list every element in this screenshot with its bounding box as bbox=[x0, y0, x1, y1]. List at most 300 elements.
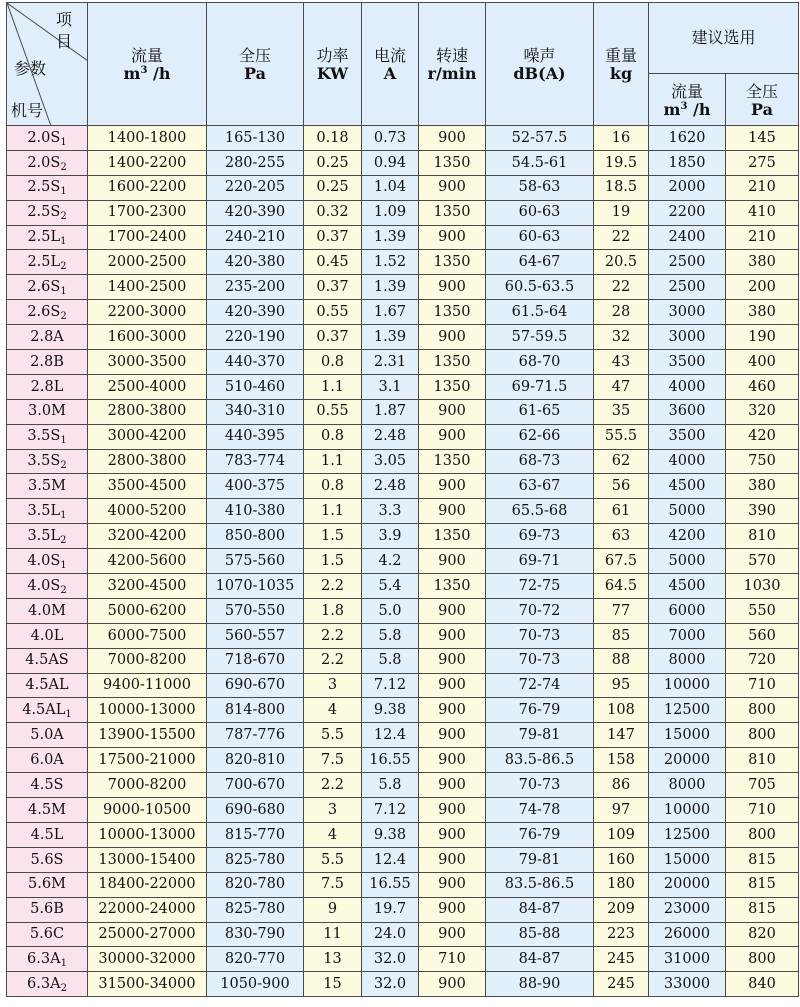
table-row bbox=[7, 773, 799, 798]
cell-rec-pressure: 810 bbox=[726, 748, 799, 773]
cell-speed: 900 bbox=[419, 897, 486, 922]
cell-weight: 16 bbox=[594, 126, 649, 151]
cell-speed: 710 bbox=[419, 947, 486, 972]
cell-rec-flow: 4000 bbox=[649, 374, 726, 399]
table-row bbox=[7, 374, 799, 399]
cell-model: 2.8A bbox=[7, 325, 88, 350]
cell-noise: 62-66 bbox=[486, 424, 594, 449]
model-subscript: 2 bbox=[60, 460, 67, 472]
cell-speed: 900 bbox=[419, 399, 486, 424]
cell-weight: 245 bbox=[594, 947, 649, 972]
cell-weight: 88 bbox=[594, 648, 649, 673]
cell-flow: 7000-8200 bbox=[88, 648, 207, 673]
table-row bbox=[7, 822, 799, 847]
cell-pressure: 420-390 bbox=[207, 300, 304, 325]
cell-weight: 85 bbox=[594, 623, 649, 648]
cell-flow: 3500-4500 bbox=[88, 474, 207, 499]
cell-weight: 64.5 bbox=[594, 574, 649, 599]
cell-power: 13 bbox=[304, 947, 362, 972]
cell-rec-flow: 10000 bbox=[649, 798, 726, 823]
cell-pressure: 240-210 bbox=[207, 225, 304, 250]
cell-model: $2.5L_1$ bbox=[7, 225, 88, 250]
cell-power: 0.45 bbox=[304, 250, 362, 275]
cell-weight: 160 bbox=[594, 847, 649, 872]
cell-rec-pressure: 550 bbox=[726, 598, 799, 623]
table-row bbox=[7, 723, 799, 748]
model-subscript: 2 bbox=[60, 211, 67, 223]
cell-rec-pressure: 200 bbox=[726, 275, 799, 300]
table-row bbox=[7, 350, 799, 375]
cell-speed: 1350 bbox=[419, 574, 486, 599]
cell-rec-pressure: 705 bbox=[726, 773, 799, 798]
cell-flow: 2000-2500 bbox=[88, 250, 207, 275]
cell-rec-pressure: 710 bbox=[726, 673, 799, 698]
cell-model: 3.0M bbox=[7, 399, 88, 424]
table-row bbox=[7, 798, 799, 823]
cell-current: 24.0 bbox=[362, 922, 419, 947]
model-subscript: 2 bbox=[60, 534, 67, 546]
cell-flow: 1700-2400 bbox=[88, 225, 207, 250]
cell-speed: 900 bbox=[419, 773, 486, 798]
cell-pressure: 280-255 bbox=[207, 150, 304, 175]
cell-power: 4 bbox=[304, 822, 362, 847]
cell-pressure: 510-460 bbox=[207, 374, 304, 399]
cell-model: 4.5M bbox=[7, 798, 88, 823]
cell-flow: 3000-4200 bbox=[88, 424, 207, 449]
cell-power: 1.8 bbox=[304, 598, 362, 623]
cell-pressure: 340-310 bbox=[207, 399, 304, 424]
cell-flow: 4200-5600 bbox=[88, 549, 207, 574]
cell-current: 1.87 bbox=[362, 399, 419, 424]
cell-model: $2.5S_1$ bbox=[7, 175, 88, 200]
cell-rec-flow: 4500 bbox=[649, 474, 726, 499]
cell-rec-pressure: 410 bbox=[726, 200, 799, 225]
cell-rec-pressure: 840 bbox=[726, 972, 799, 997]
cell-weight: 18.5 bbox=[594, 175, 649, 200]
cell-model: $2.0S_1$ bbox=[7, 126, 88, 151]
cell-power: 7.5 bbox=[304, 872, 362, 897]
table-row bbox=[7, 325, 799, 350]
cell-pressure: 690-670 bbox=[207, 673, 304, 698]
cell-current: 12.4 bbox=[362, 723, 419, 748]
cell-weight: 63 bbox=[594, 524, 649, 549]
cell-current: 1.39 bbox=[362, 325, 419, 350]
unit-rec-flow: $m^3$ /h bbox=[663, 99, 711, 119]
cell-weight: 32 bbox=[594, 325, 649, 350]
model-subscript: 2 bbox=[60, 161, 67, 173]
cell-current: 9.38 bbox=[362, 698, 419, 723]
cell-model: 2.8L bbox=[7, 374, 88, 399]
cell-current: 0.94 bbox=[362, 150, 419, 175]
cell-rec-flow: 2500 bbox=[649, 275, 726, 300]
model-subscript: 1 bbox=[65, 709, 72, 721]
cell-power: 3 bbox=[304, 798, 362, 823]
cell-flow: 2500-4000 bbox=[88, 374, 207, 399]
model-subscript: 1 bbox=[60, 559, 67, 571]
cell-power: 9 bbox=[304, 897, 362, 922]
cell-pressure: 1050-900 bbox=[207, 972, 304, 997]
col-header-power: 功率 KW bbox=[304, 3, 362, 126]
cell-weight: 19 bbox=[594, 200, 649, 225]
fan-spec-table bbox=[6, 2, 799, 997]
cell-flow: 1400-2500 bbox=[88, 275, 207, 300]
cell-weight: 47 bbox=[594, 374, 649, 399]
cell-power: 0.8 bbox=[304, 424, 362, 449]
cell-weight: 62 bbox=[594, 449, 649, 474]
cell-flow: 2800-3800 bbox=[88, 449, 207, 474]
cell-noise: 76-79 bbox=[486, 698, 594, 723]
cell-noise: 68-73 bbox=[486, 449, 594, 474]
cell-pressure: 815-770 bbox=[207, 822, 304, 847]
cell-weight: 147 bbox=[594, 723, 649, 748]
cell-weight: 22 bbox=[594, 275, 649, 300]
cell-model: 4.5AL bbox=[7, 673, 88, 698]
cell-rec-flow: 33000 bbox=[649, 972, 726, 997]
cell-flow: 1600-2200 bbox=[88, 175, 207, 200]
table-row bbox=[7, 748, 799, 773]
cell-speed: 900 bbox=[419, 225, 486, 250]
table-row bbox=[7, 474, 799, 499]
cell-model: 2.8B bbox=[7, 350, 88, 375]
cell-model: 5.6B bbox=[7, 897, 88, 922]
cell-model: $2.5S_2$ bbox=[7, 200, 88, 225]
model-subscript: 1 bbox=[60, 510, 67, 522]
diag-label-item: 项目 bbox=[55, 10, 72, 51]
cell-noise: 85-88 bbox=[486, 922, 594, 947]
cell-rec-pressure: 800 bbox=[726, 822, 799, 847]
table-row bbox=[7, 897, 799, 922]
table-row bbox=[7, 150, 799, 175]
table-row bbox=[7, 126, 799, 151]
cell-pressure: 220-190 bbox=[207, 325, 304, 350]
cell-current: 0.73 bbox=[362, 126, 419, 151]
cell-pressure: 220-205 bbox=[207, 175, 304, 200]
cell-model: $3.5L_2$ bbox=[7, 524, 88, 549]
subcol-header-flow: 流量 $m^3$ /h bbox=[649, 74, 726, 126]
cell-current: 3.05 bbox=[362, 449, 419, 474]
cell-weight: 158 bbox=[594, 748, 649, 773]
cell-power: 4 bbox=[304, 698, 362, 723]
cell-pressure: 570-550 bbox=[207, 598, 304, 623]
cell-noise: 72-75 bbox=[486, 574, 594, 599]
cell-current: 4.2 bbox=[362, 549, 419, 574]
cell-rec-flow: 2500 bbox=[649, 250, 726, 275]
cell-noise: 70-73 bbox=[486, 648, 594, 673]
cell-current: 3.3 bbox=[362, 499, 419, 524]
cell-rec-pressure: 420 bbox=[726, 424, 799, 449]
cell-noise: 79-81 bbox=[486, 847, 594, 872]
cell-flow: 3200-4200 bbox=[88, 524, 207, 549]
cell-rec-pressure: 210 bbox=[726, 175, 799, 200]
cell-rec-pressure: 390 bbox=[726, 499, 799, 524]
cell-flow: 1400-1800 bbox=[88, 126, 207, 151]
cell-current: 5.0 bbox=[362, 598, 419, 623]
cell-rec-pressure: 460 bbox=[726, 374, 799, 399]
cell-speed: 1350 bbox=[419, 200, 486, 225]
cell-model: 4.5AS bbox=[7, 648, 88, 673]
cell-pressure: 825-780 bbox=[207, 847, 304, 872]
cell-speed: 900 bbox=[419, 499, 486, 524]
cell-speed: 1350 bbox=[419, 524, 486, 549]
cell-flow: 6000-7500 bbox=[88, 623, 207, 648]
cell-weight: 223 bbox=[594, 922, 649, 947]
cell-speed: 900 bbox=[419, 126, 486, 151]
cell-current: 16.55 bbox=[362, 748, 419, 773]
cell-pressure: 1070-1035 bbox=[207, 574, 304, 599]
table-row bbox=[7, 648, 799, 673]
cell-model: $2.6S_1$ bbox=[7, 275, 88, 300]
cell-flow: 25000-27000 bbox=[88, 922, 207, 947]
cell-noise: 84-87 bbox=[486, 897, 594, 922]
cell-pressure: 820-810 bbox=[207, 748, 304, 773]
cell-pressure: 850-800 bbox=[207, 524, 304, 549]
cell-current: 32.0 bbox=[362, 972, 419, 997]
cell-noise: 74-78 bbox=[486, 798, 594, 823]
cell-power: 5.5 bbox=[304, 723, 362, 748]
cell-model: 5.0A bbox=[7, 723, 88, 748]
cell-model: 4.5L bbox=[7, 822, 88, 847]
cell-power: 0.32 bbox=[304, 200, 362, 225]
model-subscript: 1 bbox=[60, 186, 67, 198]
cell-noise: 52-57.5 bbox=[486, 126, 594, 151]
cell-pressure: 440-395 bbox=[207, 424, 304, 449]
cell-flow: 13900-15500 bbox=[88, 723, 207, 748]
cell-rec-flow: 15000 bbox=[649, 847, 726, 872]
cell-weight: 108 bbox=[594, 698, 649, 723]
cell-current: 16.55 bbox=[362, 872, 419, 897]
cell-power: 3 bbox=[304, 673, 362, 698]
cell-rec-pressure: 190 bbox=[726, 325, 799, 350]
cell-rec-flow: 1850 bbox=[649, 150, 726, 175]
cell-power: 0.37 bbox=[304, 275, 362, 300]
cell-power: 1.1 bbox=[304, 449, 362, 474]
cell-model: $4.0S_2$ bbox=[7, 574, 88, 599]
cell-pressure: 820-770 bbox=[207, 947, 304, 972]
cell-flow: 1600-3000 bbox=[88, 325, 207, 350]
cell-noise: 69-73 bbox=[486, 524, 594, 549]
cell-pressure: 718-670 bbox=[207, 648, 304, 673]
cell-pressure: 165-130 bbox=[207, 126, 304, 151]
cell-noise: 79-81 bbox=[486, 723, 594, 748]
cell-speed: 900 bbox=[419, 822, 486, 847]
cell-power: 0.37 bbox=[304, 325, 362, 350]
cell-speed: 900 bbox=[419, 698, 486, 723]
cell-weight: 28 bbox=[594, 300, 649, 325]
table-header bbox=[7, 3, 799, 126]
cell-current: 1.39 bbox=[362, 225, 419, 250]
cell-rec-flow: 20000 bbox=[649, 872, 726, 897]
model-subscript: 1 bbox=[60, 435, 67, 447]
table-row bbox=[7, 200, 799, 225]
cell-noise: 63-67 bbox=[486, 474, 594, 499]
cell-pressure: 825-780 bbox=[207, 897, 304, 922]
cell-power: 15 bbox=[304, 972, 362, 997]
col-header-current: 电流 A bbox=[362, 3, 419, 126]
cell-power: 0.25 bbox=[304, 175, 362, 200]
table-row bbox=[7, 424, 799, 449]
cell-weight: 43 bbox=[594, 350, 649, 375]
cell-weight: 61 bbox=[594, 499, 649, 524]
cell-noise: 83.5-86.5 bbox=[486, 872, 594, 897]
cell-flow: 22000-24000 bbox=[88, 897, 207, 922]
cell-current: 3.1 bbox=[362, 374, 419, 399]
cell-speed: 1350 bbox=[419, 300, 486, 325]
table-row bbox=[7, 449, 799, 474]
cell-model: $3.5L_1$ bbox=[7, 499, 88, 524]
cell-rec-flow: 8000 bbox=[649, 773, 726, 798]
cell-rec-flow: 4000 bbox=[649, 449, 726, 474]
cell-rec-pressure: 570 bbox=[726, 549, 799, 574]
cell-noise: 70-72 bbox=[486, 598, 594, 623]
table-row bbox=[7, 673, 799, 698]
cell-noise: 61.5-64 bbox=[486, 300, 594, 325]
cell-current: 1.39 bbox=[362, 275, 419, 300]
table-row bbox=[7, 623, 799, 648]
cell-speed: 1350 bbox=[419, 350, 486, 375]
cell-speed: 1350 bbox=[419, 449, 486, 474]
table-row bbox=[7, 225, 799, 250]
cell-rec-flow: 2000 bbox=[649, 175, 726, 200]
cell-rec-flow: 15000 bbox=[649, 723, 726, 748]
cell-rec-pressure: 815 bbox=[726, 847, 799, 872]
cell-power: 2.2 bbox=[304, 623, 362, 648]
cell-speed: 900 bbox=[419, 922, 486, 947]
cell-rec-flow: 5000 bbox=[649, 499, 726, 524]
unit-flow: $m^3$ /h bbox=[123, 64, 171, 83]
cell-noise: 69-71.5 bbox=[486, 374, 594, 399]
cell-weight: 67.5 bbox=[594, 549, 649, 574]
cell-current: 5.4 bbox=[362, 574, 419, 599]
cell-flow: 10000-13000 bbox=[88, 822, 207, 847]
cell-rec-flow: 4200 bbox=[649, 524, 726, 549]
cell-model: $4.0S_1$ bbox=[7, 549, 88, 574]
cell-weight: 86 bbox=[594, 773, 649, 798]
cell-speed: 900 bbox=[419, 275, 486, 300]
cell-speed: 900 bbox=[419, 648, 486, 673]
cell-speed: 900 bbox=[419, 598, 486, 623]
cell-noise: 60.5-63.5 bbox=[486, 275, 594, 300]
model-subscript: 1 bbox=[60, 136, 67, 148]
cell-rec-pressure: 380 bbox=[726, 250, 799, 275]
cell-rec-pressure: 380 bbox=[726, 300, 799, 325]
cell-power: 2.2 bbox=[304, 648, 362, 673]
cell-weight: 209 bbox=[594, 897, 649, 922]
table-row bbox=[7, 524, 799, 549]
cell-weight: 95 bbox=[594, 673, 649, 698]
cell-weight: 55.5 bbox=[594, 424, 649, 449]
cell-speed: 900 bbox=[419, 325, 486, 350]
cell-power: 1.1 bbox=[304, 499, 362, 524]
cell-rec-flow: 26000 bbox=[649, 922, 726, 947]
cell-speed: 900 bbox=[419, 175, 486, 200]
cell-rec-flow: 3000 bbox=[649, 300, 726, 325]
table-row bbox=[7, 574, 799, 599]
cell-noise: 64-67 bbox=[486, 250, 594, 275]
cell-current: 5.8 bbox=[362, 623, 419, 648]
cell-current: 1.04 bbox=[362, 175, 419, 200]
cell-noise: 69-71 bbox=[486, 549, 594, 574]
cell-rec-pressure: 145 bbox=[726, 126, 799, 151]
cell-pressure: 400-375 bbox=[207, 474, 304, 499]
col-header-pressure: 全压 Pa bbox=[207, 3, 304, 126]
cell-rec-pressure: 720 bbox=[726, 648, 799, 673]
cell-weight: 245 bbox=[594, 972, 649, 997]
cell-model: 6.0A bbox=[7, 748, 88, 773]
cell-rec-flow: 23000 bbox=[649, 897, 726, 922]
col-header-weight: 重量 kg bbox=[594, 3, 649, 126]
cell-rec-flow: 10000 bbox=[649, 673, 726, 698]
cell-speed: 900 bbox=[419, 798, 486, 823]
cell-rec-flow: 6000 bbox=[649, 598, 726, 623]
cell-flow: 18400-22000 bbox=[88, 872, 207, 897]
cell-model: $3.5S_1$ bbox=[7, 424, 88, 449]
cell-speed: 900 bbox=[419, 872, 486, 897]
cell-model: $2.0S_2$ bbox=[7, 150, 88, 175]
cell-power: 0.55 bbox=[304, 300, 362, 325]
cell-weight: 56 bbox=[594, 474, 649, 499]
cell-rec-pressure: 810 bbox=[726, 524, 799, 549]
cell-weight: 19.5 bbox=[594, 150, 649, 175]
col-header-noise: 噪声 dB(A) bbox=[486, 3, 594, 126]
cell-rec-flow: 20000 bbox=[649, 748, 726, 773]
cell-rec-flow: 3600 bbox=[649, 399, 726, 424]
cell-weight: 22 bbox=[594, 225, 649, 250]
col-header-flow: 流量 $m^3$ /h bbox=[88, 3, 207, 126]
cell-current: 7.12 bbox=[362, 798, 419, 823]
cell-model: 4.0L bbox=[7, 623, 88, 648]
cell-noise: 68-70 bbox=[486, 350, 594, 375]
cell-power: 0.8 bbox=[304, 350, 362, 375]
cell-pressure: 420-390 bbox=[207, 200, 304, 225]
cell-rec-flow: 12500 bbox=[649, 822, 726, 847]
cell-power: 5.5 bbox=[304, 847, 362, 872]
table-row bbox=[7, 399, 799, 424]
cell-model: $6.3A_1$ bbox=[7, 947, 88, 972]
cell-weight: 109 bbox=[594, 822, 649, 847]
cell-rec-pressure: 380 bbox=[726, 474, 799, 499]
cell-pressure: 814-800 bbox=[207, 698, 304, 723]
table-row bbox=[7, 300, 799, 325]
cell-flow: 31500-34000 bbox=[88, 972, 207, 997]
model-subscript: 2 bbox=[60, 584, 67, 596]
cell-pressure: 440-370 bbox=[207, 350, 304, 375]
cell-current: 2.48 bbox=[362, 424, 419, 449]
cell-current: 5.8 bbox=[362, 773, 419, 798]
table-row bbox=[7, 250, 799, 275]
cell-rec-pressure: 820 bbox=[726, 922, 799, 947]
cell-flow: 4000-5200 bbox=[88, 499, 207, 524]
cell-current: 7.12 bbox=[362, 673, 419, 698]
cell-model: $2.6S_2$ bbox=[7, 300, 88, 325]
table-row bbox=[7, 972, 799, 997]
cell-power: 1.5 bbox=[304, 549, 362, 574]
cell-rec-flow: 2200 bbox=[649, 200, 726, 225]
cell-weight: 20.5 bbox=[594, 250, 649, 275]
cell-power: 0.37 bbox=[304, 225, 362, 250]
cell-flow: 9400-11000 bbox=[88, 673, 207, 698]
table-row bbox=[7, 947, 799, 972]
cell-noise: 61-65 bbox=[486, 399, 594, 424]
cell-speed: 1350 bbox=[419, 374, 486, 399]
cell-pressure: 410-380 bbox=[207, 499, 304, 524]
cell-power: 7.5 bbox=[304, 748, 362, 773]
cell-speed: 900 bbox=[419, 847, 486, 872]
cell-noise: 76-79 bbox=[486, 822, 594, 847]
cell-rec-pressure: 800 bbox=[726, 698, 799, 723]
cell-speed: 900 bbox=[419, 748, 486, 773]
cell-pressure: 820-780 bbox=[207, 872, 304, 897]
cell-pressure: 235-200 bbox=[207, 275, 304, 300]
